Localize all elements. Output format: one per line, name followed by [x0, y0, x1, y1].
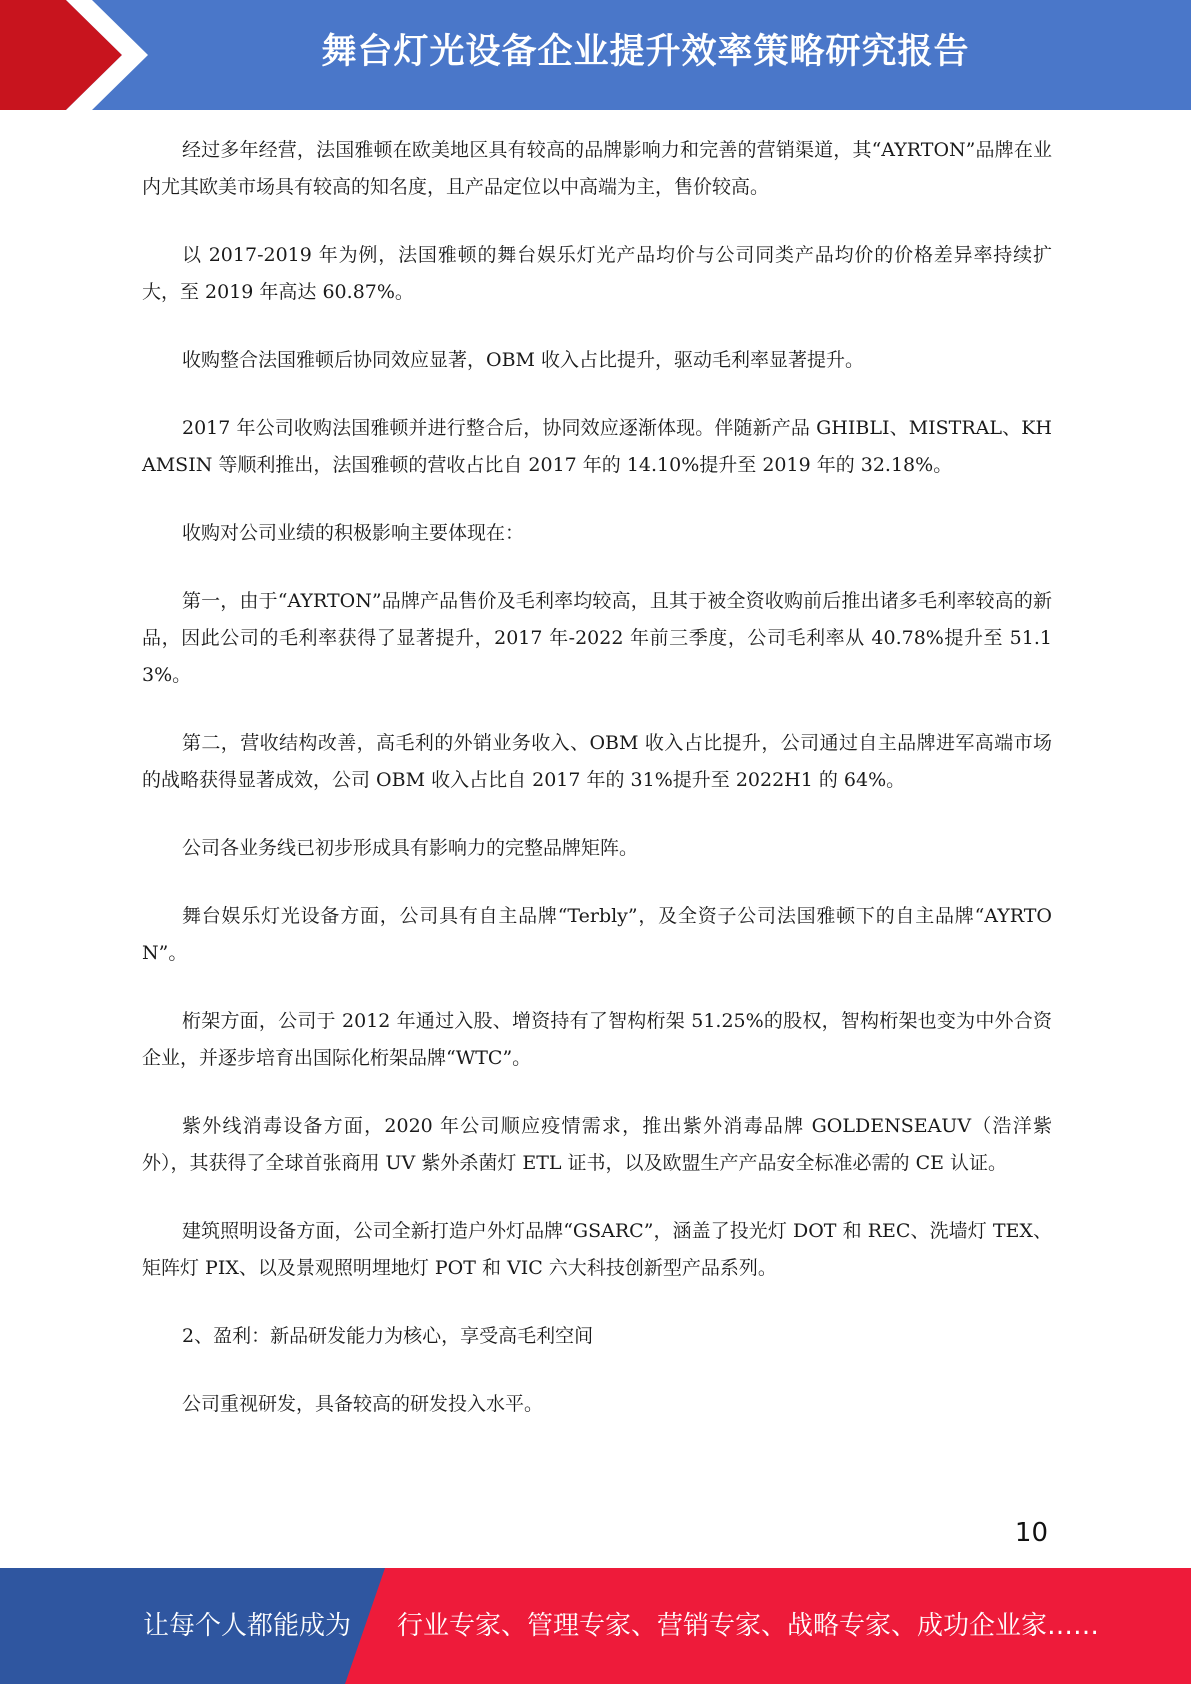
paragraph: 紫外线消毒设备方面，2020 年公司顺应疫情需求，推出紫外消毒品牌 GOLDENSEAUV（浩洋紫外），其获得了全球首张商用 UV 紫外杀菌灯 ETL 证书，以及欧盟生产产品安全标准必需的 CE 认证。 [142, 1115, 1052, 1174]
paragraph: 经过多年经营，法国雅顿在欧美地区具有较高的品牌影响力和完善的营销渠道，其“AYRTON”品牌在业内尤其欧美市场具有较高的知名度，且产品定位以中高端为主，售价较高。 [142, 139, 1052, 198]
paragraph: 收购对公司业绩的积极影响主要体现在： [182, 522, 525, 544]
footer-slogan-left: 让每个人都能成为 [143, 1611, 352, 1641]
footer-slogan-right: 行业专家、管理专家、营销专家、战略专家、成功企业家…… [397, 1611, 1100, 1641]
document-body [142, 132, 1052, 1454]
paragraph: 收购整合法国雅顿后协同效应显著，OBM 收入占比提升，驱动毛利率显著提升。 [182, 349, 865, 371]
section-heading: 2、盈利：新品研发能力为核心，享受高毛利空间 [182, 1325, 594, 1347]
paragraph: 公司各业务线已初步形成具有影响力的完整品牌矩阵。 [182, 837, 639, 859]
page-number: 10 [1014, 1518, 1048, 1548]
paragraph: 第一，由于“AYRTON”品牌产品售价及毛利率均较高，且其于被全资收购前后推出诸多毛利率较高的新品，因此公司的毛利率获得了显著提升，2017 年-2022 年前三季度，公司毛利率从 40.78%提升至 51.13%。 [142, 590, 1052, 686]
paragraph: 以 2017-2019 年为例，法国雅顿的舞台娱乐灯光产品均价与公司同类产品均价的价格差异率持续扩大，至 2019 年高达 60.87%。 [142, 244, 1052, 303]
paragraph: 公司重视研发，具备较高的研发投入水平。 [182, 1393, 544, 1415]
paragraph: 2017 年公司收购法国雅顿并进行整合后，协同效应逐渐体现。伴随新产品 GHIBLI、MISTRAL、KHAMSIN 等顺利推出，法国雅顿的营收占比自 2017 年的 14.10%提升至 2019 年的 32.18%。 [142, 417, 1052, 476]
paragraph: 舞台娱乐灯光设备方面，公司具有自主品牌“Terbly”，及全资子公司法国雅顿下的自主品牌“AYRTON”。 [142, 905, 1052, 964]
document-title: 舞台灯光设备企业提升效率策略研究报告 [321, 32, 970, 72]
paragraph: 第二，营收结构改善，高毛利的外销业务收入、OBM 收入占比提升，公司通过自主品牌进军高端市场的战略获得显著成效，公司 OBM 收入占比自 2017 年的 31%提升至 2022H1 的 64%。 [142, 732, 1052, 791]
paragraph: 建筑照明设备方面，公司全新打造户外灯品牌“GSARC”，涵盖了投光灯 DOT 和 REC、洗墙灯 TEX、矩阵灯 PIX、以及景观照明埋地灯 POT 和 VIC 六大科技创新型产品系列。 [142, 1220, 1052, 1279]
paragraph: 桁架方面，公司于 2012 年通过入股、增资持有了智构桁架 51.25%的股权，智构桁架也变为中外合资企业，并逐步培育出国际化桁架品牌“WTC”。 [142, 1010, 1052, 1069]
header-arrow-decoration [0, 0, 160, 110]
page-footer [0, 1568, 1191, 1684]
page-header [0, 0, 1191, 110]
